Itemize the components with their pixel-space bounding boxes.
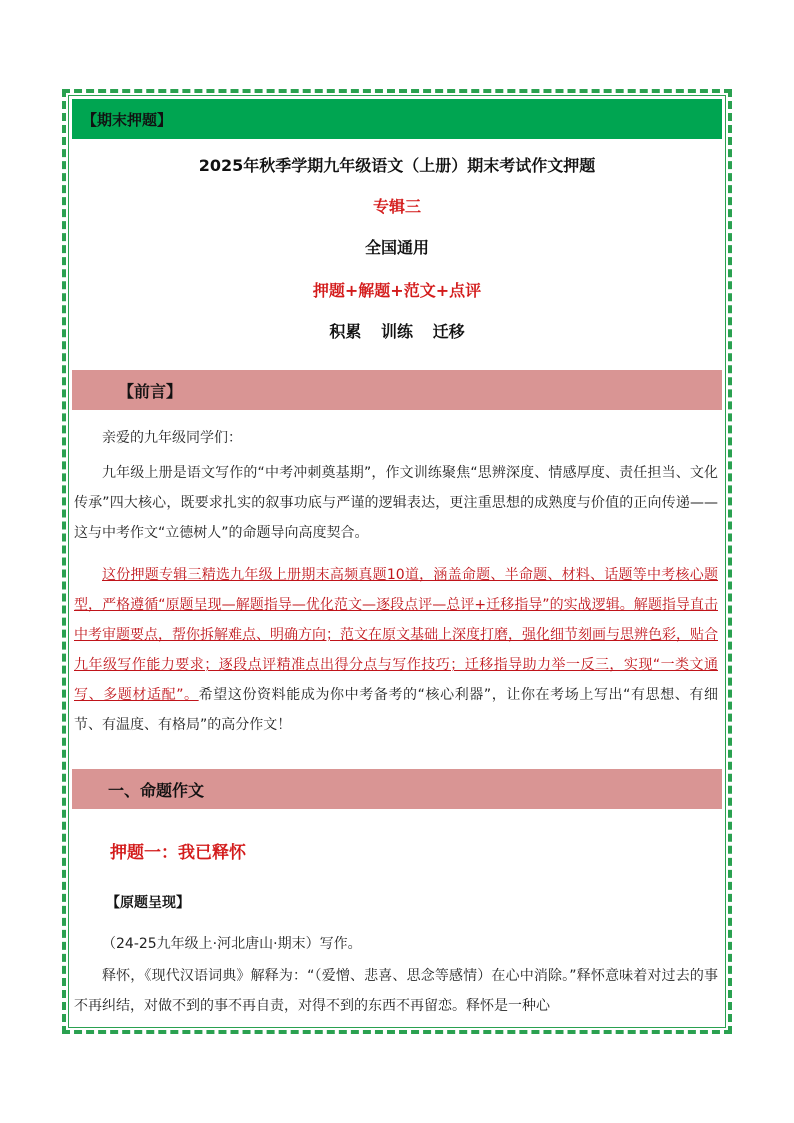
document-title: 2025年秋季学期九年级语文（上册）期末考试作文押题 <box>198 156 596 175</box>
prompt-paragraph: 释怀，《现代汉语词典》解释为：“（爱憎、悲喜、思念等感情）在心中消除。”释怀意味着对过去的事不再纠结，对做不到的事不再自责，对得不到的东西不再留恋。释怀是一种心 <box>74 968 718 1014</box>
page-frame <box>62 89 732 1034</box>
original-prompt-label: 【原题呈现】 <box>106 895 190 911</box>
intro-paragraph: 九年级上册是语文写作的“中考冲刺奠基期”，作文训练聚焦“思辨深度、情感厚度、责任担当、文化传承”四大核心，既要求扎实的叙事功底与严谨的逻辑表达，更注重思想的成熟度与价值的正向传递——这与中考作文“立德树人”的命题导向高度契合。 <box>74 465 718 541</box>
header-banner <box>72 99 722 139</box>
greeting-paragraph: 亲爱的九年级同学们： <box>102 430 242 446</box>
highlight-paragraph <box>74 560 718 740</box>
foreword-heading-bar <box>72 370 722 410</box>
section1-heading: 一、命题作文 <box>108 780 205 800</box>
source-paragraph: （24-25九年级上·河北唐山·期末）写作。 <box>102 936 362 952</box>
prompt-title: 押题一：我已释怀 <box>110 843 246 863</box>
foreword-heading: 【前言】 <box>118 381 183 401</box>
closing-text: 希望这份资料能成为你中考备考的“核心利器”，让你在考场上写出“有思想、有细节、有温度、有格局”的高分作文！ <box>74 687 718 733</box>
section1-heading-bar <box>72 769 722 809</box>
features-label: 押题+解题+范文+点评 <box>312 281 482 300</box>
scope-label: 全国通用 <box>364 238 429 257</box>
banner-label: 【期末押题】 <box>82 110 173 129</box>
document-subtitle: 专辑三 <box>372 197 421 216</box>
keywords-label: 积累 训练 迁移 <box>329 322 465 341</box>
highlighted-text: 这份押题专辑三精选九年级上册期末高频真题10道，涵盖命题、半命题、材料、话题等中考核心题型，严格遵循“原题呈现—解题指导—优化范文—逐段点评—总评+迁移指导”的实战逻辑。解题指导直击中考审题要点，帮你拆解难点、明确方向；范文在原文基础上深度打磨，强化细节刻画与思辨色彩，贴合九年级写作能力要求；逐段点评精准点出得分点与写作技巧；迁移指导助力举一反三，实现“一类文通写、多题材适配”。 <box>74 567 718 703</box>
